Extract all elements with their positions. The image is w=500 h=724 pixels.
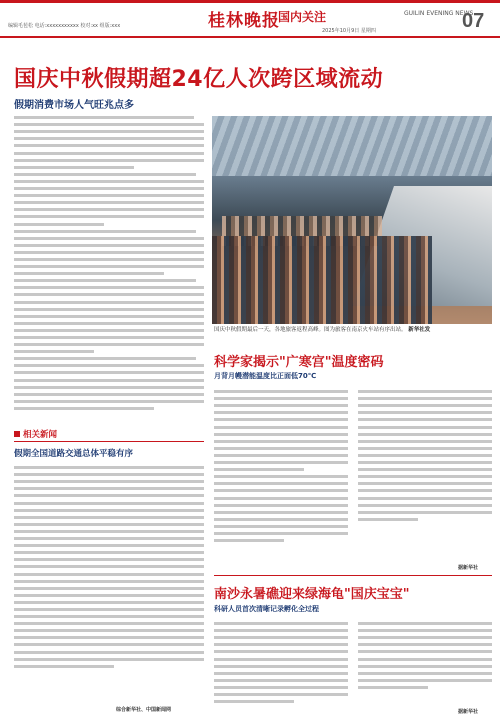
- issue-date: 2025年10月9日 星期四: [322, 28, 376, 34]
- lead-subhead: 假期消费市场人气旺兆点多: [14, 100, 134, 111]
- turtle-headline: 南沙永暑礁迎来绿海龟"国庆宝宝": [214, 587, 410, 602]
- page-number: 07: [462, 10, 485, 32]
- science-byline: 据新华社: [458, 565, 479, 571]
- station-photo: [212, 116, 492, 324]
- lead-article-body: [14, 112, 204, 422]
- caption-credit: 新华社发: [408, 327, 431, 333]
- caption-text: 国庆中秋假期最后一天，各地旅客返程高峰。图为旅客在南京火车站有序出站。: [214, 327, 407, 333]
- traffic-body: [14, 462, 204, 702]
- related-news-text: 相关新闻: [23, 430, 58, 440]
- square-icon: [14, 431, 20, 437]
- photo-caption: [214, 325, 430, 333]
- section-tag: 国内关注: [278, 10, 327, 24]
- station-roof: [212, 116, 492, 176]
- top-red-bar: [0, 0, 500, 3]
- turtle-body-left: [214, 618, 348, 714]
- related-news-rule: [14, 441, 204, 442]
- traffic-headline: 假期全国道路交通总体平稳有序: [14, 449, 134, 459]
- science-body-right: [358, 386, 492, 556]
- science-body-left: [214, 386, 348, 566]
- header-rule: [0, 36, 500, 38]
- related-news-label: [14, 428, 57, 440]
- turtle-rule: [214, 575, 492, 576]
- turtle-byline: 据新华社: [458, 709, 479, 715]
- crowd-front: [212, 236, 432, 324]
- science-headline: 科学家揭示"广寒宫"温度密码: [214, 355, 384, 370]
- lead-byline: 综合新华社、中国新闻网: [116, 707, 172, 713]
- lead-headline: 国庆中秋假期超24亿人次跨区域流动: [14, 67, 384, 92]
- turtle-subhead: 科研人员首次清晰记录孵化全过程: [214, 605, 319, 613]
- english-name: GUILIN EVENING NEWS: [404, 10, 474, 17]
- turtle-body-right: [358, 618, 492, 708]
- newspaper-logo: 桂林晚报: [208, 11, 280, 31]
- editor-info: 编辑毛苞松 电话:xxxxxxxxxxx 校对:xx 组版:xxx: [8, 23, 121, 29]
- science-subhead: 月背月幔潜能温度比正面低70℃: [214, 372, 317, 380]
